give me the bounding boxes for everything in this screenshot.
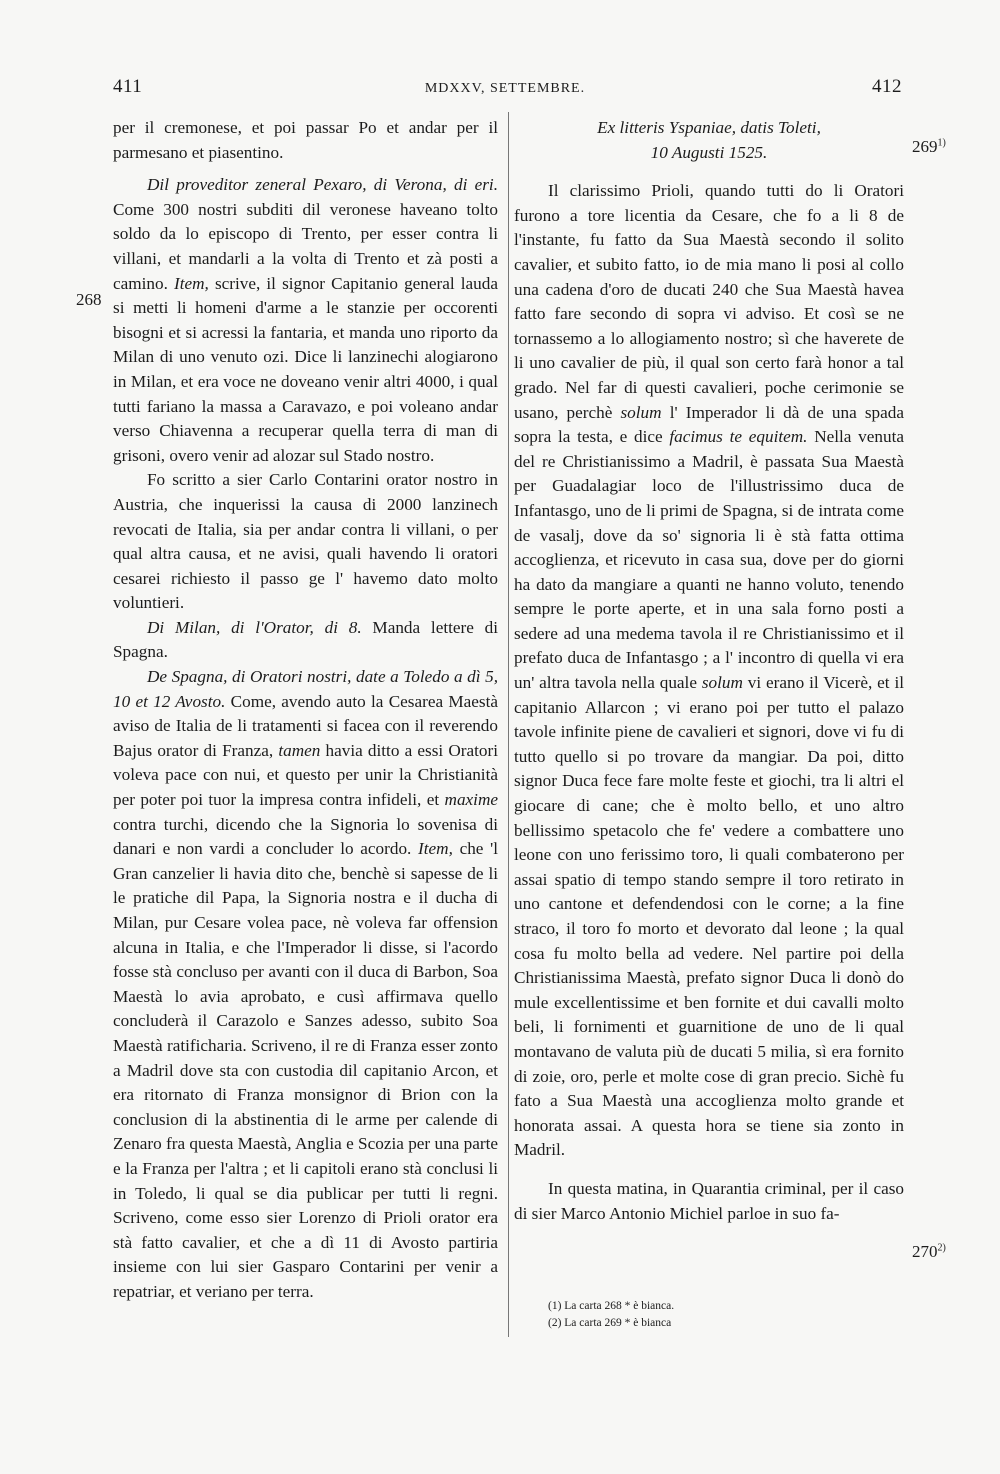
margin-number-269: 269$^{1)}$ (912, 137, 946, 156)
margin-number-270: 270$^{2)}$ (912, 1242, 946, 1261)
letter-heading: Ex litteris Yspaniae, datis Toleti, (597, 118, 821, 137)
paragraph: Il clarissimo Prioli, quando tutti do li Oratori furono a tore licentia da Cesare, che fo a li 8 de l'instante, fu fatto da Sua Maestà secondo il solito cavalier, et subito fatto, io de mia mano li posi al collo una cadena d'oro de ducati 240 che Sua Maestà havea fatto fare secondo di sopra vi adviso. Et così se ne tornassemo a lo allogiamento nostro; sì che haverete de li uno cavalier de più, il qual son certo farà honor a tal grado. Nel far di questi cavalieri, poche cerimonie se usano, perchè solum l' Imperador li dà de una spada sopra la testa, e dice facimus te equitem. Nella venuta del re Christianissimo a Madril, è passata Sua Maestà per Guadalagiar loco de l'illustrissimo duca de Infantasgo, uno de li primi de Spagna, si de intrata come de vasalj, dove da so' signoria li è stà fatta ottima accoglienza, et ricevuto in casa sua, dove per do giorni ha dato da mangiare a quanti ne hanno voluto, tenendo sempre le porte aperte, et in una sala forno posti a sedere ad una medema tavola il re Christianissimo et il prefato duca de Infantasgo ; a l' incontro di quella vi era un' altra tavola nella quale solum vi erano il Vicerè, et il capitanio Allarcon ; vi erano poi per tutto el palazo tavole infinite piene de cavalieri et signori, dove vi fu di tutto quello si po trovare da mangiar. Da poi, ditto signor Duca fece fare molte feste et giochi, tra li altri el giocare di cane; che è molto bello, et uno altro bellissimo spetacolo che fe' vedere a combattere uno leone con uno ferissimo toro, li quali combaterono per assai spatio di tempo stando sempre il toro retirato in uno cantone et defendendosi con le corne; a la fine straco, il toro fo morto et devorato dal leone ; la qual cosa fu molto bella ad vedere. Nel partire poi della Christianissima Maestà, prefato signor Duca li donò do mule excellentissime et ben fornite et dui cavalli molto beli, li fornimenti et guarnitione de uno de li qual montavano de valuta più de ducati 5 milia, sì era fornito di zoie, oro, perle et molte cose di gran precio. Sichè fu fato a Sua Maestà una accoglienza molto grande et honorata assai. A questa hora se tiene sia zonto in Madril. (514, 181, 904, 1160)
paragraph: Di Milan, di l'Orator, di 8. Manda lettere di Spagna. (113, 617, 498, 662)
margin-number-268: 268 (76, 290, 102, 309)
paragraph: De Spagna, di Oratori nostri, date a Toledo a dì 5, 10 et 12 Avosto. Come, avendo auto la Cesarea Maestà aviso de Italia de li tratamenti si facea con il reverendo Bajus orator di Franza, tamen havia ditto a essi Oratori voleva pace con nui, et questo per unir la Christianità per poter poi tuor la impresa contra infideli, et maxime contra turchi, dicendo che la Signoria lo sovenisa di danari e non vardi a concluder lo acordo. Item, che 'l Gran canzelier li havia dito che, benchè si sapesse de li le pratiche dil Papa, la Signoria nostra e il ducha di Milan, pur Cesare volea pace, nè voleva far offension alcuna in Italia, e che l'Imperador li disse, si l'acordo fosse stà concluso per avanti con il duca di Barbon, Soa Maestà lo avia aprobato, e cusì affirmava quello concluderà il Carazolo e Sanzes adesso, subito Soa Maestà ratificharia. Scriveno, il re di Franza esser zonto a Madril dove sta con custodia dil capitanio Arcon, et era ritornato di Franza monsignor di Brion con la conclusion di la abstinentia di le arme per calende di Zenaro fra questa Maestà, Anglia e Scozia per una parte e la Franza per l'altra ; et li capitoli erano stà conclusi li in Toledo, li qual se dia publicar per tutti li regni. Scriveno, come esso sier Lorenzo di Prioli orator era stà fatto cavalier, et che a dì 11 di Avosto partiria insieme con lui sier Gasparo Contarini per venir a repatriar, et veriano per terra. (113, 667, 498, 1301)
paragraph: Fo scritto a sier Carlo Contarini orator nostro in Austria, che inquerissi la causa di 2000 lanzinech revocati de Italia, sia per andar contra li villani, o per qual altra causa, et ne avisi, quali havendo li oratori cesarei richiesto il passo ge l' havemo dato molto voluntieri. (113, 470, 498, 613)
running-title: MDXXV, SETTEMBRE. (424, 81, 586, 96)
left-column (113, 116, 498, 1305)
letter-heading-date: 10 Augusti 1525. (650, 142, 768, 162)
paragraph: Dil proveditor zeneral Pexaro, di Verona, di eri. Come 300 nostri subditi dil veronese haveano tolto soldo da lo episcopo di Trento, per esser contra li villani, et mandarli a la volta di Trento et zà posti a camino. Item, scrive, il signor Capitanio general lauda si metti li homeni d'arme a le stanzie per occorenti bisogni et si acressi la fantaria, et manda uno riporto da Milan di uno venuto ozi. Dice li lanzinechi alogiarono in Milan, et era voce ne doveano venir altri 4000, i qual tutti fariano la massa a Caravazo, e poi voleano andar verso Chiavenna a recuperar quella terra di man di grisoni, overo venir ad alozar sul Stado nostro. (113, 175, 498, 465)
right-page-number: 412 (872, 76, 902, 97)
paragraph: In questa matina, in Quarantia criminal, per il caso di sier Marco Antonio Michiel parloe in suo fa- (514, 1178, 904, 1223)
column-divider (508, 112, 509, 1337)
footnote: (2) La carta 269 * è bianca (548, 1317, 672, 1329)
right-column (514, 116, 904, 1226)
paragraph: per il cremonese, et poi passar Po et andar per il parmesano et piasentino. (113, 118, 498, 162)
footnotes (548, 1298, 674, 1332)
footnote: (1) La carta 268 * è bianca. (548, 1300, 675, 1312)
left-page-number: 411 (113, 76, 143, 97)
